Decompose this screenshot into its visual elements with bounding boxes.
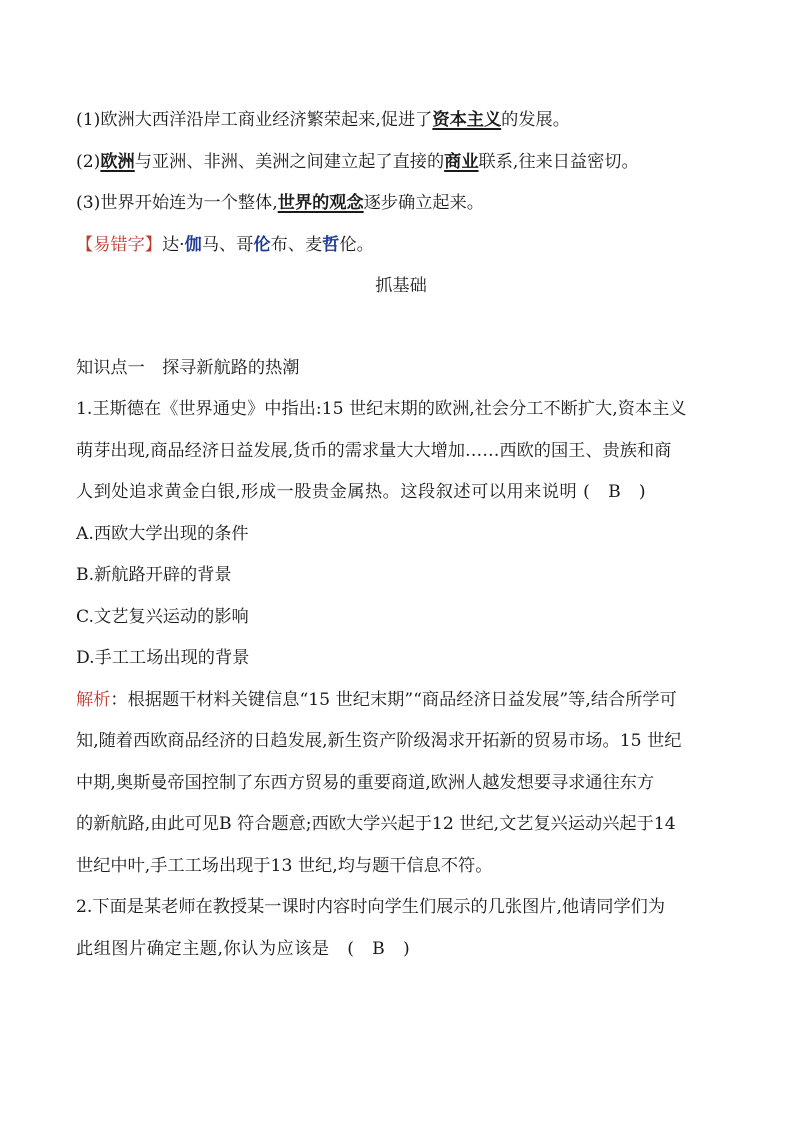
typo-char-2: 伦 [253, 234, 271, 255]
typo-part-3: 布、麦 [270, 234, 323, 255]
analysis-line-1 [76, 680, 726, 722]
question-1-line-3: 人到处追求黄金白银,形成一股贵金属热。这段叙述可以用来说明 ( B ) [76, 482, 647, 502]
analysis-label: 解析 [76, 689, 111, 710]
typo-part-1: 达· [161, 234, 185, 255]
analysis-text-1: ：根据题干材料关键信息“15 世纪末期”“商品经济日益发展”等,结合所学可 [110, 689, 677, 710]
summary-item-2-key1: 欧洲 [100, 151, 135, 172]
summary-item-2-mid: 与亚洲、非洲、美洲之间建立起了直接的 [134, 151, 445, 172]
knowledge-point-heading: 知识点一 探寻新航路的热潮 [76, 357, 300, 378]
summary-item-3-key: 世界的观念 [277, 193, 364, 213]
question-1-option-c: C.文艺复兴运动的影响 [76, 606, 249, 627]
question-1-option-b: B.新航路开辟的背景 [76, 565, 232, 585]
question-1-option-d: D.手工工场出现的背景 [76, 648, 250, 668]
summary-item-2 [76, 142, 726, 184]
summary-item-3 [76, 183, 726, 225]
typo-part-2: 马、哥 [201, 234, 254, 255]
question-2-line-1: 2.下面是某老师在教授某一课时内容时向学生们展示的几张图片,他请同学们为 [76, 897, 666, 917]
summary-item-1-suffix: 的发展。 [501, 110, 570, 130]
analysis-line-5: 世纪中叶,手工工场出现于13 世纪,均与题干信息不符。 [76, 855, 493, 876]
summary-item-3-suffix: 逐步确立起来。 [363, 193, 484, 213]
summary-item-1-key: 资本主义 [432, 110, 502, 130]
summary-item-2-prefix: (2) [76, 151, 101, 172]
summary-item-3-prefix: (3)世界开始连为一个整体, [76, 193, 278, 213]
question-1-line-1: 1.王斯德在《世界通史》中指出:15 世纪末期的欧洲,社会分工不断扩大,资本主义 [76, 399, 687, 419]
typo-note [76, 225, 726, 267]
section-title: 抓基础 [375, 276, 427, 296]
typo-part-4: 伦。 [339, 234, 374, 255]
typo-char-3: 哲 [322, 234, 340, 255]
section-spacer [76, 308, 726, 348]
summary-item-2-suffix: 联系,往来日益密切。 [478, 151, 639, 172]
document-page [76, 100, 726, 970]
question-1-option-a: A.西欧大学出现的条件 [76, 523, 249, 544]
question-2-line-2: 此组图片确定主题,你认为应该是 ( B ) [76, 938, 411, 959]
typo-char-1: 伽 [184, 234, 202, 255]
analysis-line-3: 中期,奥斯曼帝国控制了东西方贸易的重要商道,欧洲人越发想要寻求通往东方 [76, 772, 655, 793]
typo-label: 【易错字】 [76, 234, 162, 255]
question-1-line-2: 萌芽出现,商品经济日益发展,货币的需求量大大增加……西欧的国王、贵族和商 [76, 440, 672, 461]
summary-item-1 [76, 100, 726, 142]
summary-item-1-prefix: (1)欧洲大西洋沿岸工商业经济繁荣起来,促进了 [76, 110, 433, 130]
analysis-line-4: 的新航路,由此可见B 符合题意;西欧大学兴起于12 世纪,文艺复兴运动兴起于14 [76, 814, 676, 834]
analysis-line-2: 知,随着西欧商品经济的日趋发展,新生资产阶级渴求开拓新的贸易市场。15 世纪 [76, 731, 682, 751]
summary-item-2-key2: 商业 [444, 151, 479, 172]
